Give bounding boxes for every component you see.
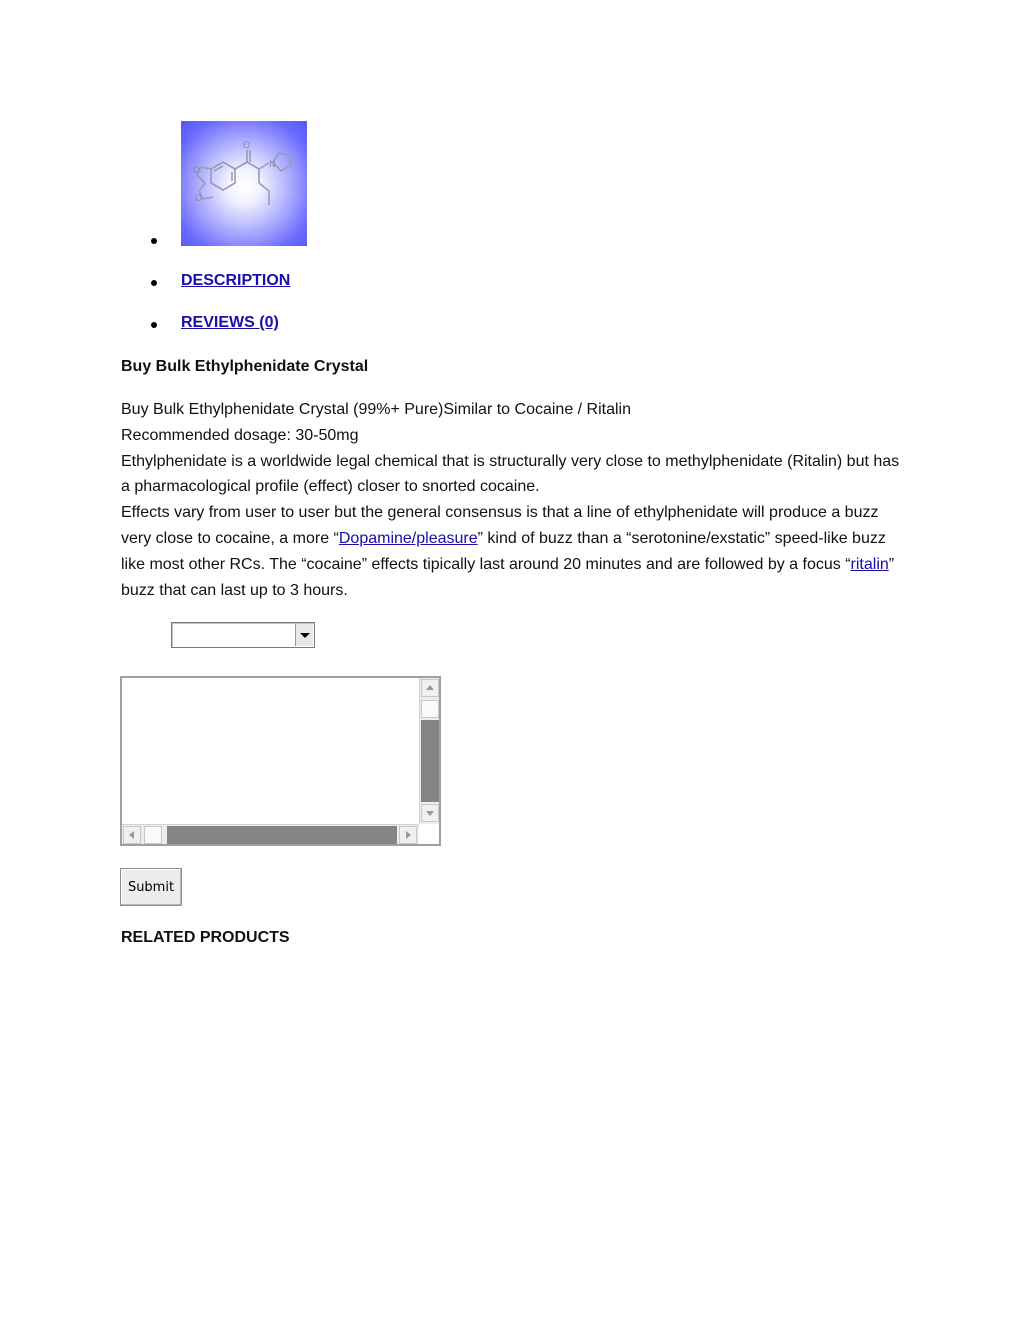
- scroll-left-icon[interactable]: [123, 826, 141, 844]
- dopamine-pleasure-link[interactable]: Dopamine/pleasure: [338, 529, 478, 547]
- vertical-scroll-thumb[interactable]: [421, 720, 439, 802]
- horizontal-scroll-thumb[interactable]: [167, 826, 397, 844]
- option-select[interactable]: [171, 622, 315, 648]
- submit-button[interactable]: Submit: [120, 868, 182, 906]
- scroll-track-segment[interactable]: [421, 700, 439, 718]
- svg-text:O: O: [195, 194, 203, 204]
- scroll-track-segment[interactable]: [144, 826, 162, 844]
- product-description: [121, 397, 901, 603]
- list-bullet: [151, 322, 157, 328]
- review-textarea[interactable]: [120, 676, 441, 846]
- related-products-heading: RELATED PRODUCTS: [121, 929, 290, 946]
- scrollbar-corner: [419, 824, 439, 844]
- description-line: Recommended dosage: 30-50mg: [121, 426, 359, 444]
- description-text: ” kind of buzz than a “serotonine/exstatic” speed-like buzz like most other RCs. The “cocaine” effects tipically last around 20 minutes and are followed by a focus “: [121, 529, 886, 573]
- tab-reviews[interactable]: REVIEWS (0): [181, 314, 279, 331]
- scroll-down-icon[interactable]: [421, 804, 439, 822]
- vertical-scrollbar[interactable]: [419, 678, 439, 824]
- product-title: Buy Bulk Ethylphenidate Crystal: [121, 358, 369, 375]
- description-line: Buy Bulk Ethylphenidate Crystal (99%+ Pure)Similar to Cocaine / Ritalin: [121, 401, 632, 418]
- ritalin-link[interactable]: ritalin: [850, 555, 889, 573]
- svg-text:O: O: [193, 166, 201, 176]
- chevron-down-icon[interactable]: [295, 624, 313, 646]
- product-image[interactable]: [181, 121, 307, 246]
- description-paragraph: [121, 500, 901, 603]
- list-bullet: [151, 238, 157, 244]
- svg-text:O: O: [243, 141, 251, 151]
- description-line: Ethylphenidate is a worldwide legal chemical that is structurally very close to methylphenidate (Ritalin) but has a pharmacological profile (effect) closer to snorted cocaine.: [121, 452, 900, 496]
- tab-description[interactable]: DESCRIPTION: [181, 272, 291, 289]
- scroll-up-icon[interactable]: [421, 679, 439, 697]
- svg-text:N: N: [269, 160, 276, 170]
- description-text: ” buzz that can last up to 3 hours.: [121, 555, 895, 599]
- horizontal-scrollbar[interactable]: [122, 824, 419, 844]
- description-text: Effects vary from user to user but the general consensus is that a line of ethylphenidate will produce a buzz very close to cocaine, a more “: [121, 504, 879, 547]
- scroll-right-icon[interactable]: [399, 826, 417, 844]
- molecule-structure-icon: [181, 121, 307, 246]
- list-bullet: [151, 280, 157, 286]
